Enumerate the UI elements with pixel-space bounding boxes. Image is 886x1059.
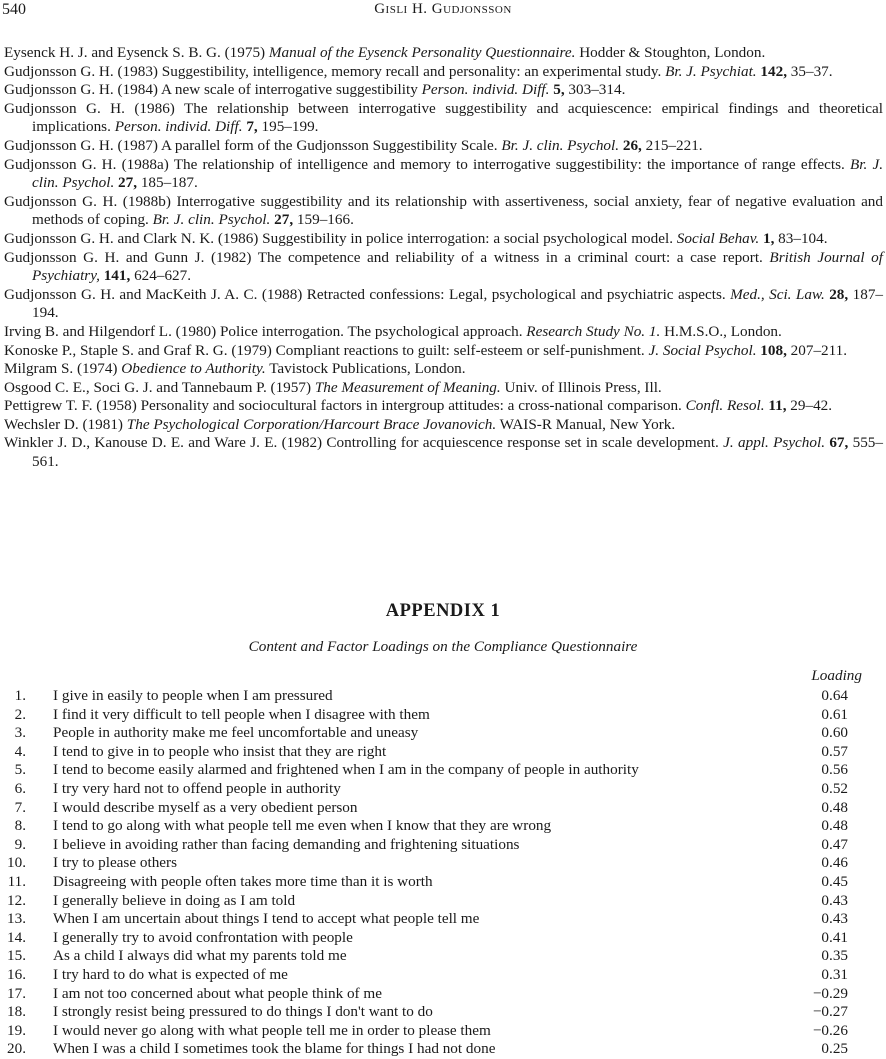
questionnaire-row — [0, 929, 886, 948]
questionnaire-row — [0, 985, 886, 1004]
reference-entry — [4, 137, 883, 156]
reference-source: Person. individ. Diff. — [421, 81, 550, 99]
questionnaire-row — [0, 724, 886, 743]
item-statement: I am not too concerned about what people think of me — [53, 984, 382, 1002]
reference-text: Gudjonsson G. H. (1987) A parallel form of the Gudjonsson Suggestibility Scale. — [4, 136, 502, 154]
item-number: 11. — [7, 872, 26, 890]
item-statement: I generally try to avoid confrontation with people — [53, 928, 353, 946]
item-loading: 0.43 — [821, 910, 848, 928]
questionnaire-row — [0, 799, 886, 818]
item-loading: −0.29 — [812, 984, 848, 1002]
reference-volume: 141, — [103, 267, 131, 285]
reference-volume: 5, — [553, 81, 565, 99]
reference-volume: 26, — [622, 136, 642, 154]
reference-volume: 28, — [829, 285, 849, 303]
reference-text: Gudjonsson G. H. and MacKeith J. A. C. (1988) Retracted confessions: Legal, psychological and psychiatric aspects. — [4, 285, 731, 303]
item-statement: I tend to go along with what people tell me even when I know that they are wrong — [53, 817, 552, 835]
reference-entry — [4, 286, 883, 323]
item-statement: I would describe myself as a very obedient person — [53, 798, 358, 816]
questionnaire-row — [0, 873, 886, 892]
reference-text: 215–221. — [641, 136, 703, 154]
item-statement: I would never go along with what people tell me in order to please them — [53, 1021, 491, 1039]
item-loading: 0.45 — [821, 872, 848, 890]
item-loading: 0.48 — [821, 817, 848, 835]
reference-text: 195–199. — [257, 118, 319, 136]
item-number: 4. — [14, 742, 26, 760]
item-loading: −0.26 — [812, 1021, 848, 1039]
reference-entry — [4, 156, 883, 193]
reference-source: J. Social Psychol. — [648, 341, 757, 359]
questionnaire-row — [0, 836, 886, 855]
reference-entry — [4, 230, 883, 249]
item-statement: As a child I always did what my parents told me — [53, 947, 347, 965]
item-statement: People in authority make me feel uncomfortable and uneasy — [53, 724, 419, 742]
item-number: 12. — [7, 891, 26, 909]
reference-source: Obedience to Authority. — [121, 360, 266, 378]
reference-text: 159–166. — [293, 211, 354, 229]
item-loading: 0.41 — [821, 928, 848, 946]
item-statement: I find it very difficult to tell people when I disagree with them — [53, 705, 430, 723]
questionnaire-items — [0, 687, 886, 1059]
reference-source: Br. J. clin. Psychol. — [152, 211, 271, 229]
item-loading: 0.61 — [821, 705, 848, 723]
questionnaire-row — [0, 947, 886, 966]
item-statement: I tend to become easily alarmed and frightened when I am in the company of people in authority — [53, 761, 639, 779]
item-statement: Disagreeing with people often takes more time than it is worth — [53, 872, 433, 890]
item-number: 8. — [14, 817, 26, 835]
reference-entry — [4, 193, 883, 230]
reference-text: Tavistock Publications, London. — [265, 360, 466, 378]
reference-source: Br. J. clin. Psychol. — [32, 155, 883, 192]
reference-entry — [4, 81, 883, 100]
item-number: 7. — [14, 798, 26, 816]
reference-volume: 1, — [762, 229, 775, 247]
reference-volume: 108, — [760, 341, 787, 359]
item-loading: 0.52 — [821, 779, 848, 797]
item-loading: 0.57 — [821, 742, 848, 760]
questionnaire-row — [0, 1040, 886, 1059]
reference-volume: 11, — [768, 397, 787, 415]
page-header — [0, 0, 886, 26]
questionnaire-row — [0, 687, 886, 706]
reference-source: Manual of the Eysenck Personality Questionnaire. — [268, 44, 576, 61]
item-number: 5. — [14, 761, 26, 779]
item-number: 10. — [7, 854, 26, 872]
reference-text: Konoske P., Staple S. and Graf R. G. (1979) Compliant reactions to guilt: self-esteem or self-punishment. — [4, 341, 649, 359]
reference-text: 555–561. — [32, 434, 883, 471]
reference-volume: 27, — [274, 211, 294, 229]
reference-entry — [4, 434, 883, 471]
reference-entry — [4, 63, 883, 82]
reference-text: 187–194. — [32, 285, 884, 322]
item-statement: I try hard to do what is expected of me — [53, 965, 288, 983]
reference-text: Irving B. and Hilgendorf L. (1980) Police interrogation. The psychological approach. — [4, 322, 527, 340]
reference-text: Gudjonsson G. H. (1986) The relationship between interrogative suggestibility and acquiescence: empirical findings and theoretical implications. — [4, 99, 883, 136]
questionnaire-row — [0, 1022, 886, 1041]
reference-text: Gudjonsson G. H. and Gunn J. (1982) The competence and reliability of a witness in a criminal court: a case report. — [4, 248, 770, 266]
item-loading: 0.56 — [821, 761, 848, 779]
reference-source: Research Study No. 1. — [526, 322, 661, 340]
reference-text: 185–187. — [137, 174, 198, 192]
reference-text: Osgood C. E., Soci G. J. and Tannebaum P. (1957) — [4, 378, 315, 396]
reference-text: H.M.S.O., London. — [660, 322, 782, 340]
questionnaire-row — [0, 780, 886, 799]
item-number: 19. — [7, 1021, 26, 1039]
reference-source: British Journal of Psychiatry, — [32, 248, 883, 285]
questionnaire-row — [0, 910, 886, 929]
item-loading: 0.47 — [821, 835, 848, 853]
reference-text: 624–627. — [130, 267, 192, 285]
reference-entry — [4, 342, 883, 361]
reference-entry — [4, 100, 883, 137]
reference-text: 303–314. — [564, 81, 626, 99]
item-statement: I give in easily to people when I am pressured — [53, 687, 333, 704]
reference-source: J. appl. Psychol. — [723, 434, 826, 452]
item-number: 3. — [14, 724, 26, 742]
reference-text: 207–211. — [786, 341, 848, 359]
item-statement: I strongly resist being pressured to do things I don't want to do — [53, 1003, 433, 1021]
item-number: 1. — [14, 687, 26, 704]
reference-source: The Measurement of Meaning. — [314, 378, 501, 396]
reference-source: Social Behav. — [676, 229, 760, 247]
reference-entry — [4, 379, 883, 398]
reference-source: Med., Sci. Law. — [730, 285, 825, 303]
reference-text: Eysenck H. J. and Eysenck S. B. G. (1975) — [4, 44, 269, 61]
item-statement: I generally believe in doing as I am told — [53, 891, 296, 909]
reference-text: Pettigrew T. F. (1958) Personality and sociocultural factors in intergroup attitudes: a cross-national comparison. — [4, 397, 686, 415]
item-loading: 0.31 — [821, 965, 848, 983]
page-number: 540 — [2, 1, 26, 18]
item-loading: 0.25 — [821, 1040, 848, 1058]
reference-volume: 142, — [760, 62, 787, 80]
reference-volume: 67, — [829, 434, 849, 452]
questionnaire-row — [0, 1003, 886, 1022]
item-loading: 0.46 — [821, 854, 848, 872]
reference-list — [4, 44, 883, 472]
reference-entry — [4, 44, 883, 63]
item-loading: −0.27 — [812, 1003, 848, 1021]
item-number: 14. — [7, 928, 26, 946]
questionnaire-row — [0, 743, 886, 762]
reference-text: Gudjonsson G. H. (1984) A new scale of interrogative suggestibility — [4, 81, 422, 99]
questionnaire-row — [0, 706, 886, 725]
item-statement: When I am uncertain about things I tend to accept what people tell me — [53, 910, 480, 928]
item-loading: 0.60 — [821, 724, 848, 742]
reference-entry — [4, 249, 883, 286]
questionnaire-row — [0, 854, 886, 873]
item-statement: When I was a child I sometimes took the blame for things I had not done — [53, 1040, 496, 1058]
item-loading: 0.43 — [821, 891, 848, 909]
reference-text: Gudjonsson G. H. (1988a) The relationship of intelligence and memory to interrogative suggestibility: the importance of range effects. — [4, 155, 850, 173]
item-statement: I tend to give in to people who insist that they are right — [53, 742, 387, 760]
reference-source: Br. J. Psychiat. — [665, 62, 757, 80]
reference-text: 29–42. — [786, 397, 833, 415]
reference-source: Confl. Resol. — [685, 397, 765, 415]
running-head: Gisli H. Gudjonsson — [374, 1, 512, 17]
item-number: 9. — [14, 835, 26, 853]
reference-volume: 27, — [118, 174, 138, 192]
reference-text: Milgram S. (1974) — [4, 360, 122, 378]
reference-text: 35–37. — [786, 62, 833, 80]
reference-text: Wechsler D. (1981) — [4, 415, 127, 433]
reference-source: Person. individ. Diff. — [114, 118, 243, 136]
reference-entry — [4, 397, 883, 416]
reference-source: The Psychological Corporation/Harcourt Brace Jovanovich. — [126, 415, 497, 433]
appendix-subtitle: Content and Factor Loadings on the Compliance Questionnaire — [248, 638, 638, 655]
questionnaire-row — [0, 761, 886, 780]
item-number: 16. — [7, 965, 26, 983]
item-statement: I believe in avoiding rather than facing demanding and frightening situations — [53, 835, 520, 853]
item-number: 15. — [7, 947, 26, 965]
reference-volume: 7, — [246, 118, 258, 136]
reference-text: Winkler J. D., Kanouse D. E. and Ware J. E. (1982) Controlling for acquiescence response set in scale development. — [4, 434, 724, 452]
item-number: 2. — [14, 705, 26, 723]
reference-entry — [4, 416, 883, 435]
item-number: 6. — [14, 779, 26, 797]
reference-text: Gudjonsson G. H. and Clark N. K. (1986) Suggestibility in police interrogation: a social psychological model. — [4, 229, 677, 247]
questionnaire-row — [0, 892, 886, 911]
reference-text: Gudjonsson G. H. (1988b) Interrogative suggestibility and its relationship with assertiveness, social anxiety, fear of negative evaluation and methods of coping. — [4, 192, 883, 229]
item-statement: I try to please others — [53, 854, 177, 872]
appendix-title: APPENDIX 1 — [385, 601, 501, 621]
reference-text: WAIS-R Manual, New York. — [496, 415, 676, 433]
item-loading: 0.64 — [821, 687, 848, 704]
questionnaire-row — [0, 966, 886, 985]
loading-column-header: Loading — [811, 667, 862, 684]
item-loading: 0.35 — [821, 947, 848, 965]
reference-text: Univ. of Illinois Press, Ill. — [500, 378, 662, 396]
reference-entry — [4, 360, 883, 379]
reference-entry — [4, 323, 883, 342]
item-number: 17. — [7, 984, 26, 1002]
reference-source: Br. J. clin. Psychol. — [501, 136, 620, 154]
reference-text: 83–104. — [774, 229, 828, 247]
item-number: 18. — [7, 1003, 26, 1021]
item-number: 20. — [7, 1040, 26, 1058]
reference-text: Hodder & Stoughton, London. — [575, 44, 766, 61]
reference-text: Gudjonsson G. H. (1983) Suggestibility, intelligence, memory recall and personality: an experimental study. — [4, 62, 666, 80]
item-statement: I try very hard not to offend people in authority — [53, 779, 341, 797]
questionnaire-row — [0, 817, 886, 836]
item-number: 13. — [7, 910, 26, 928]
item-loading: 0.48 — [821, 798, 848, 816]
